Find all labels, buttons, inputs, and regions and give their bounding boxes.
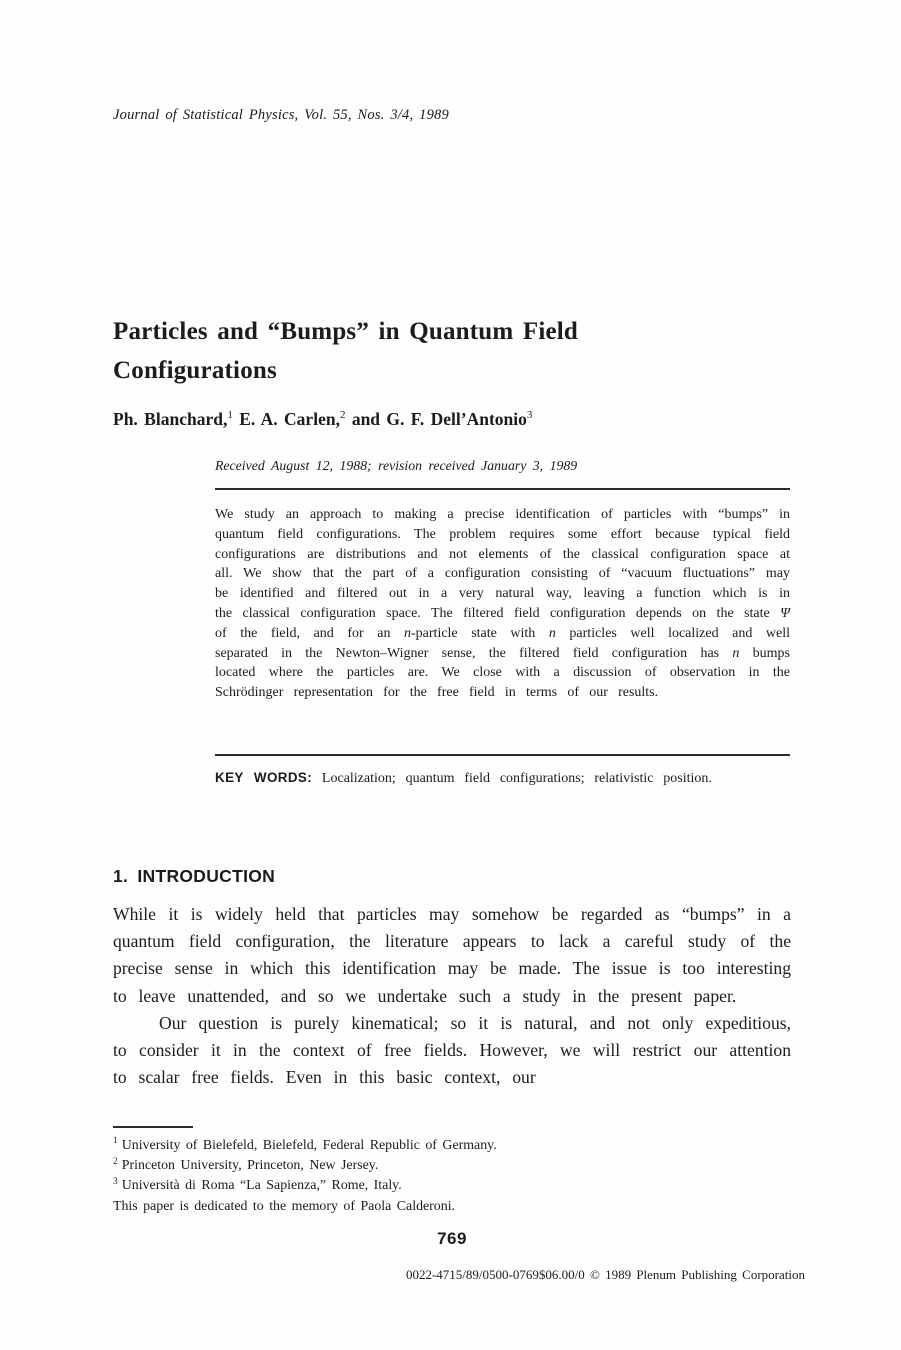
paragraph: Our question is purely kinematical; so it is natural, and not only expeditious, to consider it in the context of free fields. However, we will restrict our attention to scalar free fields. Even in this basic context, our bbox=[113, 1012, 791, 1088]
paragraph: While it is widely held that particles may somehow be regarded as “bumps” in a quantum field configuration, the literature appears to lack a careful study of the precise sense in which this identification may be made. The issue is too interesting to leave unattended, and so we undertake such a study in the present paper. bbox=[113, 904, 791, 1006]
copyright-line: 0022-4715/89/0500-0769$06.00/0 © 1989 Plenum Publishing Corporation bbox=[405, 1267, 805, 1282]
keywords-block bbox=[215, 768, 790, 789]
keywords-label: KEY WORDS: bbox=[215, 770, 313, 785]
journal-header: Journal of Statistical Physics, Vol. 55, Nos. 3/4, 1989 bbox=[113, 107, 449, 123]
footnote-affiliation-2 bbox=[113, 1156, 791, 1176]
footnote-marker: 3 bbox=[113, 1176, 118, 1187]
footnote-affiliation-1 bbox=[113, 1136, 791, 1156]
footnote-text: University of Bielefeld, Bielefeld, Federal Republic of Germany. bbox=[121, 1138, 497, 1153]
introduction-body bbox=[113, 901, 791, 1091]
footnote-text: Princeton University, Princeton, New Jersey. bbox=[121, 1158, 379, 1174]
received-line: Received August 12, 1988; revision received January 3, 1989 bbox=[215, 458, 578, 473]
footnote-text: Università di Roma “La Sapienza,” Rome, Italy. bbox=[121, 1178, 402, 1194]
footnote-dedication bbox=[113, 1197, 791, 1217]
page-number: 769 bbox=[437, 1229, 467, 1248]
footnotes bbox=[113, 1136, 791, 1217]
footnote-marker: 1 bbox=[113, 1136, 118, 1147]
keywords-text: Localization; quantum field configurations; relativistic position. bbox=[321, 771, 712, 786]
footnote-text: This paper is dedicated to the memory of Paola Calderoni. bbox=[113, 1198, 456, 1214]
section-heading-introduction: 1. INTRODUCTION bbox=[113, 866, 276, 886]
abstract-divider-bottom bbox=[215, 754, 790, 756]
paper-title: Particles and “Bumps” in Quantum Field Configurations bbox=[113, 318, 579, 384]
footnote-divider bbox=[113, 1126, 193, 1128]
footnote-affiliation-3 bbox=[113, 1176, 791, 1196]
abstract-divider-top bbox=[215, 488, 790, 490]
footnote-marker: 2 bbox=[113, 1156, 118, 1167]
abstract-text: We study an approach to making a precise identification of particles with “bumps” in quantum field configurations. The problem requires some effort because typical field configurations are distributions and not elements of the classical configuration space at all. We show that the part of a configuration consisting of “vacuum fluctuations” may be identified and filtered out in a very natural way, leaving a function which is in the classical configuration space. The filtered field configuration depends on the state Ψ of the field, and for an n-particle state with n particles well localized and well separated in the Newton–Wigner sense, the filtered field configuration has n bumps located where the particles are. We close with a discussion of observation in the Schrödinger representation for the free field in terms of our results. bbox=[215, 507, 791, 701]
authors-line: Ph. Blanchard,$^1$ E. A. Carlen,$^2$ and G. F. Dell’Antonio$^3$ bbox=[113, 409, 533, 429]
